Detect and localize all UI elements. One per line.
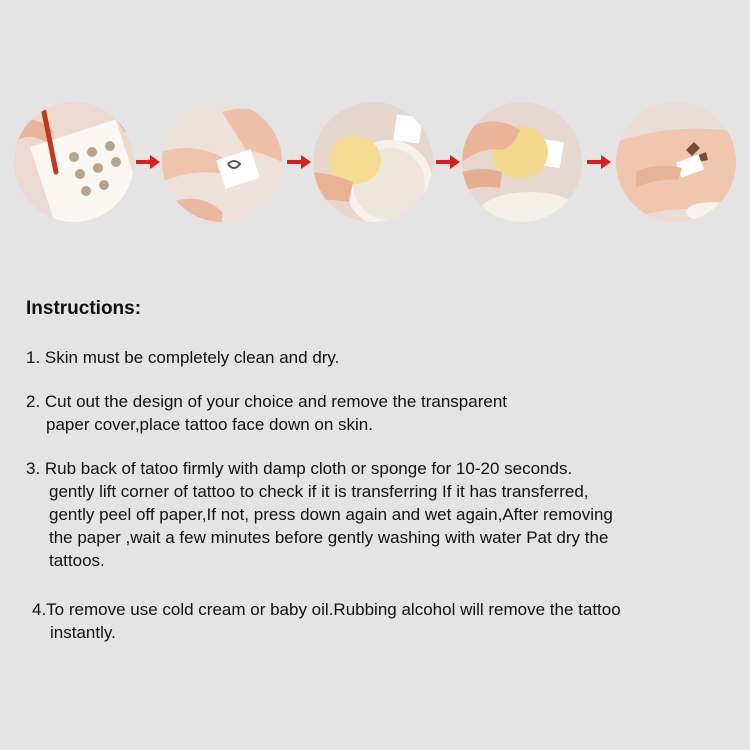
peel-cover-icon — [162, 102, 282, 222]
instruction-line: gently lift corner of tattoo to check if it is transferring If it has transferred, — [49, 482, 589, 501]
instruction-line: paper cover,place tattoo face down on skin. — [46, 415, 373, 434]
instruction-line: 2. Cut out the design of your choice and remove the transparent — [26, 392, 508, 411]
instruction-step-4 — [32, 598, 621, 644]
arrow-right-icon — [287, 154, 311, 170]
instruction-line: tattoos. — [49, 551, 105, 570]
instruction-line: 3. Rub back of tatoo firmly with damp cloth or sponge for 10-20 seconds. — [26, 459, 573, 478]
arrow-right-icon — [587, 154, 611, 170]
instruction-step-2 — [26, 390, 507, 436]
instructions-title: Instructions: — [26, 298, 142, 319]
step-2-peel-cover-image — [162, 102, 282, 222]
instruction-line: the paper ,wait a few minutes before gently washing with water Pat dry the — [49, 528, 609, 547]
arrow-right-icon — [136, 154, 160, 170]
instruction-step-3 — [26, 457, 613, 572]
steps-illustration-row — [0, 0, 750, 240]
instruction-line: 1. Skin must be completely clean and dry. — [26, 348, 340, 367]
instruction-line: 4.To remove use cold cream or baby oil.Rubbing alcohol will remove the tattoo — [32, 600, 621, 619]
sponge-wet-icon — [313, 102, 433, 222]
tattoo-sheet-cut-icon — [14, 102, 134, 222]
step-5-tattoo-applied-image — [616, 102, 736, 222]
instruction-line: gently peel off paper,If not, press down again and wet again,After removing — [49, 505, 613, 524]
tattoo-applied-icon — [616, 102, 736, 222]
instruction-line: instantly. — [50, 623, 116, 642]
step-4-sponge-press-image — [462, 102, 582, 222]
instruction-step-1 — [26, 346, 339, 369]
step-1-cut-tattoo-image — [14, 102, 134, 222]
arrow-right-icon — [436, 154, 460, 170]
sponge-press-icon — [462, 102, 582, 222]
step-3-sponge-wet-image — [313, 102, 433, 222]
